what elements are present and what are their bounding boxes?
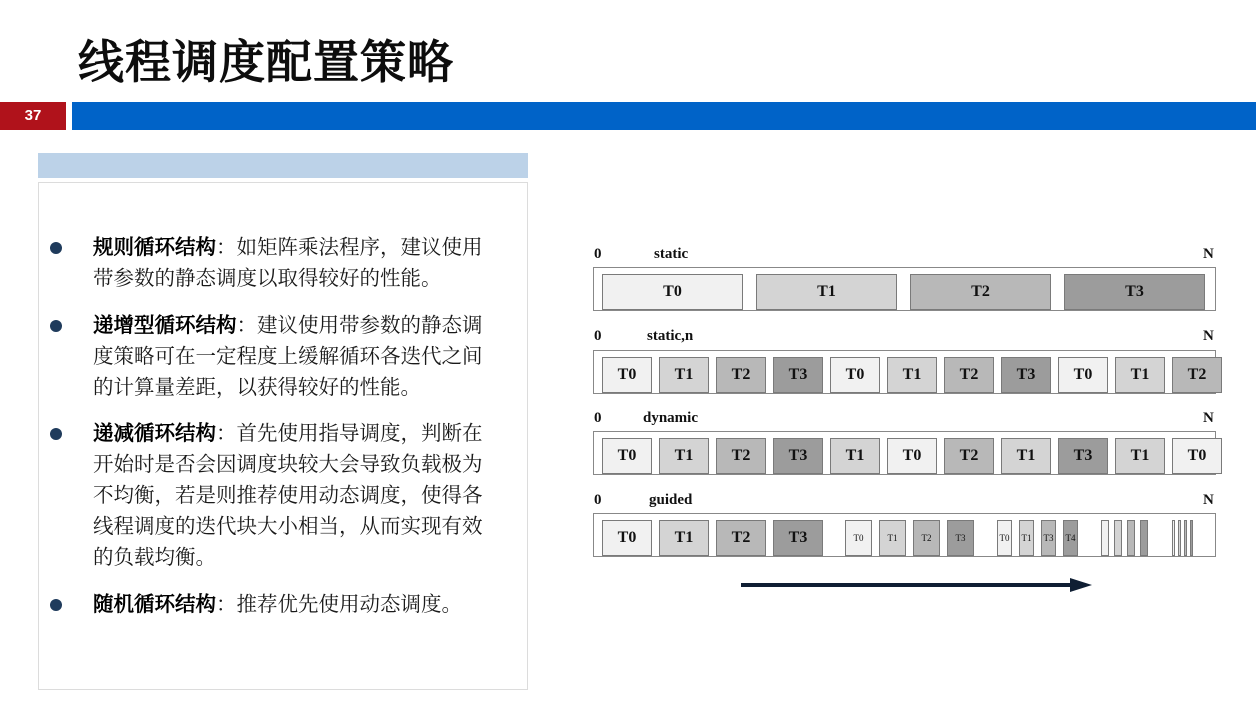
thread-block: T3 — [1001, 357, 1051, 393]
schedule-row-guided — [593, 513, 1216, 557]
thread-block: T3 — [947, 520, 974, 556]
thread-block: T1 — [879, 520, 906, 556]
page-title: 线程调度配置策略 — [78, 35, 454, 89]
thread-block: T0 — [602, 438, 652, 474]
thread-block: T0 — [845, 520, 872, 556]
bullet-dot-icon — [50, 242, 62, 254]
schedule-row-dynamic — [593, 431, 1216, 475]
thread-block: T0 — [997, 520, 1012, 556]
thread-block: T1 — [659, 438, 709, 474]
bullet-text: 首先使用指导调度，判断在开始时是否会因调度块较大会导致负载极为不均衡，若是则推荐使用动态调度，使得各线程调度的迭代块大小相当，从而实现有效的负载均衡。 — [93, 421, 483, 569]
range-end-label: N — [1203, 492, 1214, 508]
bullet-term: 递减循环结构 — [93, 421, 216, 445]
bullet-term: 递增型循环结构 — [93, 313, 237, 337]
bullet-dot-icon — [50, 428, 62, 440]
thread-block: T0 — [1172, 438, 1222, 474]
thread-block: T1 — [1001, 438, 1051, 474]
thread-block — [1172, 520, 1175, 556]
thread-block: T1 — [659, 520, 709, 556]
thread-block: T2 — [716, 438, 766, 474]
thread-block: T0 — [602, 520, 652, 556]
range-start-label: 0 — [594, 246, 602, 262]
progress-arrow-icon — [738, 575, 1098, 595]
thread-block: T2 — [944, 438, 994, 474]
thread-block: T0 — [830, 357, 880, 393]
thread-block: T2 — [944, 357, 994, 393]
thread-block: T0 — [887, 438, 937, 474]
bullet-item — [54, 310, 494, 403]
thread-block — [1184, 520, 1187, 556]
thread-block: T2 — [913, 520, 940, 556]
range-end-label: N — [1203, 328, 1214, 344]
bullet-sep: ： — [216, 235, 237, 259]
thread-block: T2 — [716, 520, 766, 556]
thread-block — [1190, 520, 1193, 556]
schedule-row-static — [593, 267, 1216, 311]
bullet-term: 随机循环结构 — [93, 592, 216, 616]
thread-block — [1101, 520, 1109, 556]
schedule-name-label: static,n — [647, 328, 694, 344]
thread-block: T0 — [602, 274, 743, 310]
thread-block: T3 — [1041, 520, 1056, 556]
range-start-label: 0 — [594, 410, 602, 426]
bullet-text: 如矩阵乘法程序，建议使用带参数的静态调度以取得较好的性能。 — [93, 235, 483, 290]
bullet-item — [54, 418, 494, 573]
range-end-label: N — [1203, 246, 1214, 262]
thread-block: T0 — [1058, 357, 1108, 393]
bullet-sep: ： — [216, 421, 237, 445]
range-start-label: 0 — [594, 328, 602, 344]
thread-block: T1 — [659, 357, 709, 393]
schedule-row-static-n — [593, 350, 1216, 394]
thread-block: T3 — [773, 438, 823, 474]
schedule-name-label: dynamic — [643, 410, 699, 426]
thread-block: T4 — [1063, 520, 1078, 556]
thread-block: T3 — [773, 520, 823, 556]
thread-block: T2 — [910, 274, 1051, 310]
header-bar — [72, 102, 1256, 130]
thread-block: T1 — [1115, 357, 1165, 393]
thread-block: T1 — [756, 274, 897, 310]
bullet-sep: ： — [236, 313, 257, 337]
thread-block: T3 — [1064, 274, 1205, 310]
bullet-text: 建议使用带参数的静态调度策略可在一定程度上缓解循环各迭代之间的计算量差距，以获得较好的性能。 — [93, 313, 483, 399]
page-number: 37 — [0, 102, 66, 130]
panel-header — [38, 153, 528, 178]
thread-block: T1 — [887, 357, 937, 393]
thread-block — [1178, 520, 1181, 556]
thread-block: T1 — [830, 438, 880, 474]
bullet-item — [54, 232, 494, 294]
thread-block: T3 — [773, 357, 823, 393]
range-end-label: N — [1203, 410, 1214, 426]
thread-block: T1 — [1115, 438, 1165, 474]
bullet-sep: ： — [216, 592, 237, 616]
thread-block — [1140, 520, 1148, 556]
thread-block: T1 — [1019, 520, 1034, 556]
bullet-term: 规则循环结构 — [93, 235, 216, 259]
bullet-item — [54, 589, 494, 620]
bullet-dot-icon — [50, 320, 62, 332]
thread-block: T2 — [1172, 357, 1222, 393]
thread-block: T0 — [602, 357, 652, 393]
thread-block: T2 — [716, 357, 766, 393]
schedule-name-label: guided — [649, 492, 693, 508]
range-start-label: 0 — [594, 492, 602, 508]
bullet-text: 推荐优先使用动态调度。 — [236, 592, 462, 616]
thread-block — [1114, 520, 1122, 556]
schedule-name-label: static — [654, 246, 689, 262]
thread-block — [1127, 520, 1135, 556]
bullet-dot-icon — [50, 599, 62, 611]
thread-block: T3 — [1058, 438, 1108, 474]
